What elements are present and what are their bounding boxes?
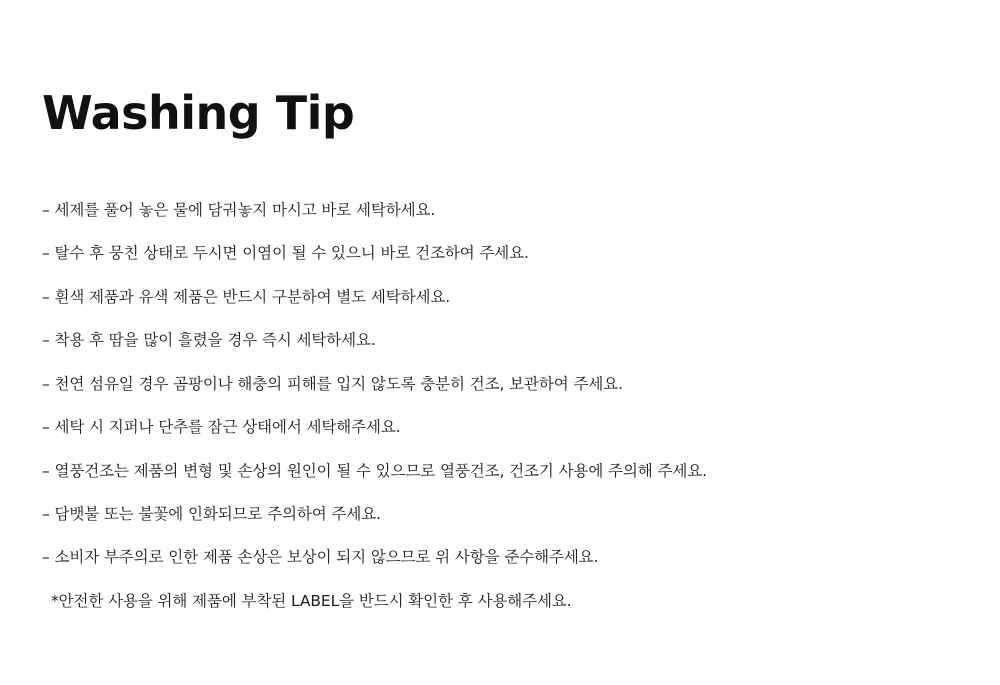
washing-tip-list — [42, 200, 958, 612]
safety-note: *안전한 사용을 위해 제품에 부착된 LABEL을 반드시 확인한 후 사용해주세요. — [51, 591, 572, 610]
page-title: Washing Tip — [42, 85, 355, 140]
list-item: – 세탁 시 지퍼나 단추를 잠근 상태에서 세탁해주세요. — [42, 418, 401, 437]
list-item: – 세제를 풀어 놓은 물에 담궈놓지 마시고 바로 세탁하세요. — [42, 201, 436, 219]
list-item: – 착용 후 땀을 많이 흘렸을 경우 즉시 세탁하세요. — [42, 331, 376, 350]
list-item: – 열풍건조는 제품의 변형 및 손상의 원인이 될 수 있으므로 열풍건조, 건조기 사용에 주의해 주세요. — [42, 461, 707, 480]
list-item: – 담뱃불 또는 불꽃에 인화되므로 주의하여 주세요. — [42, 504, 381, 523]
list-item: – 흰색 제품과 유색 제품은 반드시 구분하여 별도 세탁하세요. — [42, 287, 451, 306]
list-item: – 천연 섬유일 경우 곰팡이나 해충의 피해를 입지 않도록 충분히 건조, 보관하여 주세요. — [42, 374, 623, 393]
list-item: – 소비자 부주의로 인한 제품 손상은 보상이 되지 않으므로 위 사항을 준수해주세요. — [42, 548, 599, 567]
list-item: – 탈수 후 뭉친 상태로 두시면 이염이 될 수 있으니 바로 건조하여 주세요. — [42, 244, 529, 263]
